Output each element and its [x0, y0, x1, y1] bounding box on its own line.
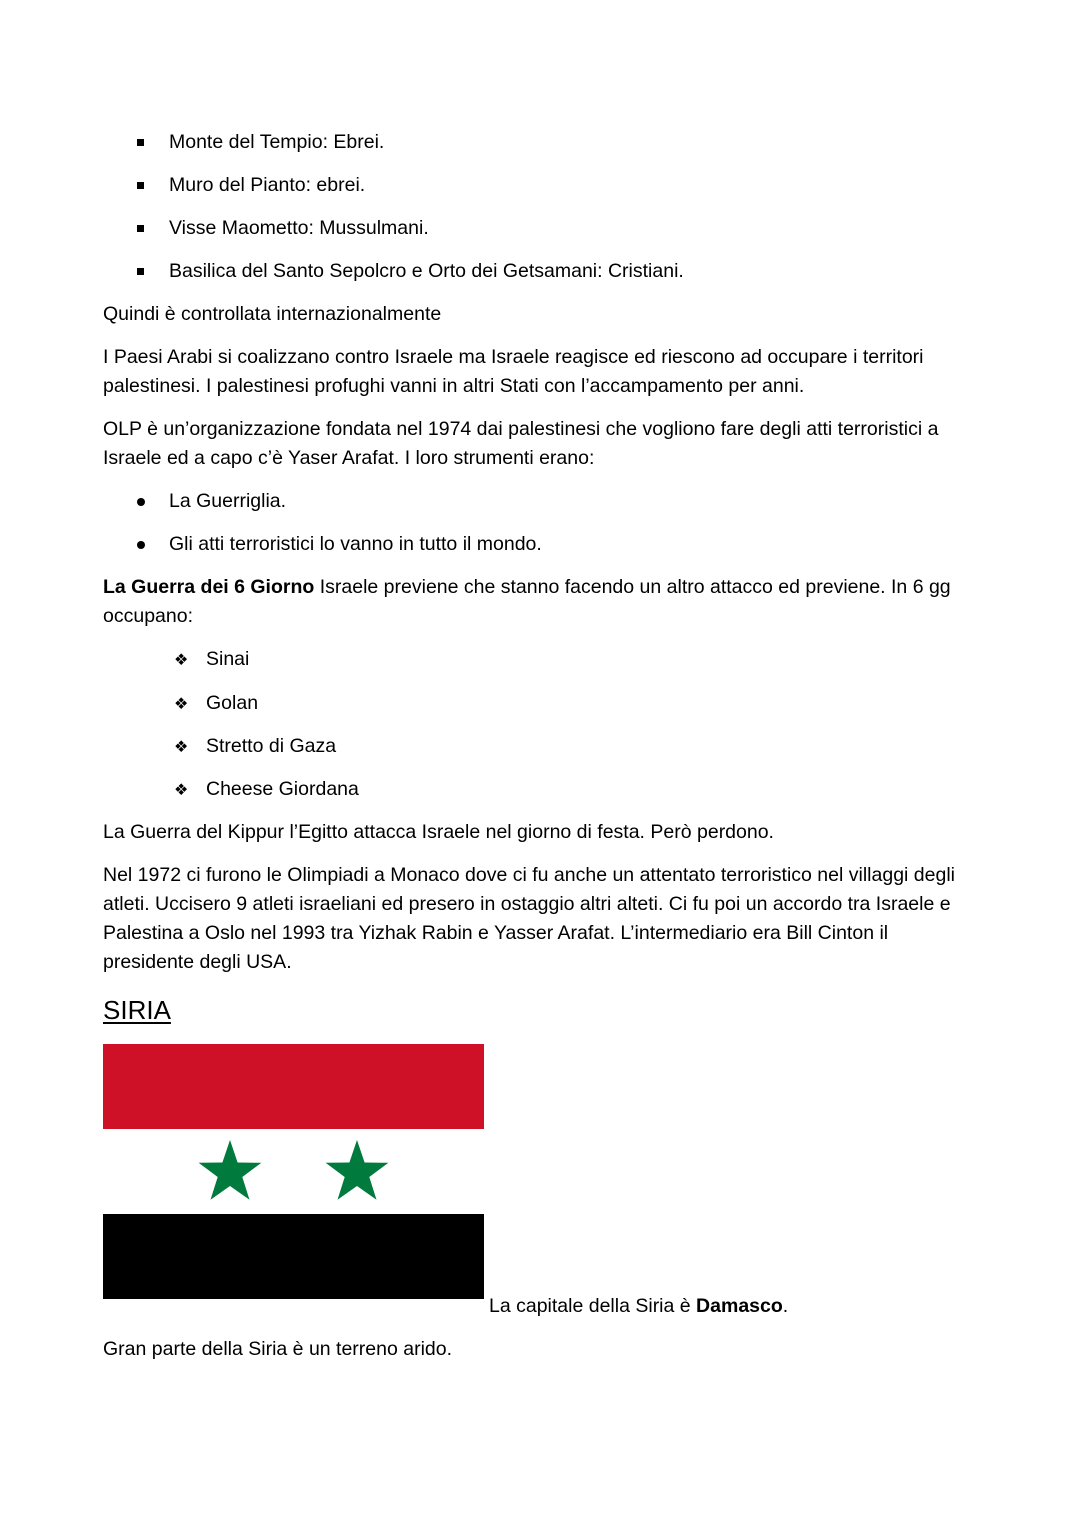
- square-bullet-icon: [137, 139, 144, 146]
- round-bullet-icon: [137, 498, 145, 506]
- six-day-war-text: Israele previene che stanno facendo un altro attacco ed previene. In 6 gg occupano:: [103, 576, 951, 627]
- list-item: La Guerriglia.: [169, 490, 287, 512]
- paragraph-arid: Gran parte della Siria è un terreno arido.: [103, 1338, 453, 1360]
- paragraph-text: OLP è un’organizzazione fondata nel 1974 dai palestinesi che vogliono fare degli atti terroristici a Israele ed a capo c’è Yaser Arafat. I loro strumenti erano:: [103, 418, 939, 469]
- flag-red-stripe: [103, 1044, 484, 1129]
- paragraph-arab-countries: [103, 343, 983, 401]
- section-heading: SIRIA: [103, 995, 171, 1025]
- list-item: Sinai: [206, 648, 250, 670]
- paragraph-text: I Paesi Arabi si coalizzano contro Israele ma Israele reagisce ed riescono ad occupare i territori palestinesi. I palestinesi profughi vanni in altri Stati con l’accampamento per anni.: [103, 346, 924, 397]
- paragraph-kippur: La Guerra del Kippur l’Egitto attacca Israele nel giorno di festa. Però perdono.: [103, 821, 774, 843]
- paragraph-olp: [103, 415, 983, 473]
- paragraph-text: [103, 573, 983, 631]
- six-day-war-title: La Guerra dei 6 Giorno: [103, 576, 315, 598]
- paragraph-1972: [103, 861, 983, 977]
- paragraph-control: Quindi è controllata internazionalmente: [103, 303, 442, 325]
- star-icon: [326, 1140, 389, 1200]
- star-icon: [199, 1140, 262, 1200]
- syria-flag-image: [103, 1044, 484, 1299]
- diamond-bullet-icon: ❖: [174, 780, 189, 799]
- square-bullet-icon: [137, 225, 144, 232]
- diamond-bullet-icon: ❖: [174, 650, 189, 669]
- diamond-bullet-icon: ❖: [174, 737, 189, 756]
- list-item: Stretto di Gaza: [206, 735, 337, 757]
- capital-sentence: [489, 1292, 788, 1321]
- round-bullet-icon: [137, 541, 145, 549]
- list-item: Gli atti terroristici lo vanno in tutto il mondo.: [169, 533, 542, 555]
- square-bullet-icon: [137, 182, 144, 189]
- flag-black-stripe: [103, 1214, 484, 1299]
- paragraph-six-day-war: [103, 573, 983, 631]
- capital-suffix: .: [782, 1295, 789, 1317]
- list-item: Monte del Tempio: Ebrei.: [169, 131, 385, 153]
- list-item: Golan: [206, 692, 259, 714]
- list-item: Visse Maometto: Mussulmani.: [169, 217, 429, 239]
- capital-name: Damasco: [696, 1295, 783, 1317]
- list-item: Cheese Giordana: [206, 778, 359, 800]
- diamond-bullet-icon: ❖: [174, 694, 189, 713]
- list-item: Muro del Pianto: ebrei.: [169, 174, 366, 196]
- paragraph-text: Nel 1972 ci furono le Olimpiadi a Monaco dove ci fu anche un attentato terroristico nel villaggi degli atleti. Uccisero 9 atleti israeliani ed presero in ostaggio altri alteti. Ci fu poi un accordo tra Israele e Palestina a Oslo nel 1993 tra Yizhak Rabin e Yasser Arafat. L’intermediario era Bill Cinton il presidente degli USA.: [103, 864, 955, 973]
- flag-stars: [103, 1129, 484, 1214]
- capital-prefix: La capitale della Siria è: [489, 1295, 697, 1317]
- square-bullet-icon: [137, 268, 144, 275]
- list-item: Basilica del Santo Sepolcro e Orto dei Getsamani: Cristiani.: [169, 260, 684, 282]
